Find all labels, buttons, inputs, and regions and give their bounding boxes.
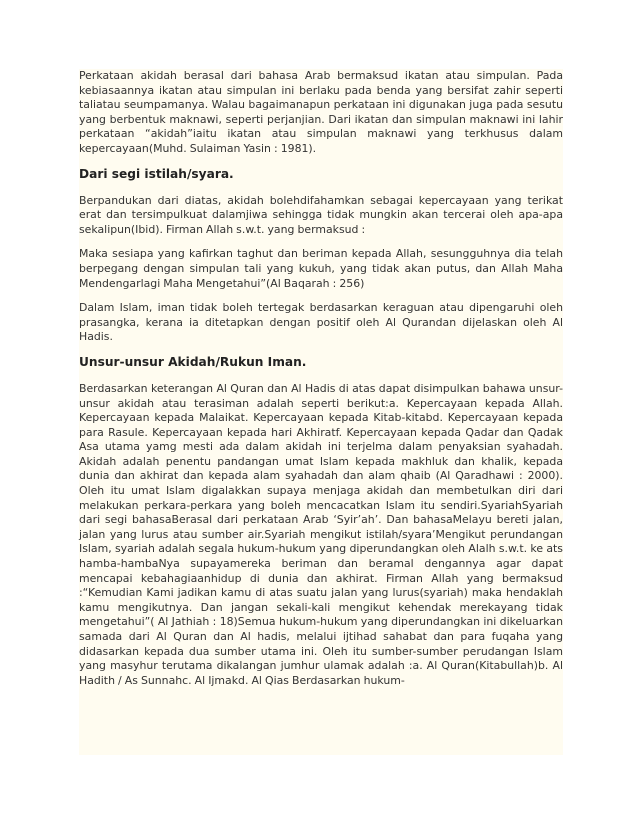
paragraph-akidah-definition: Perkataan akidah berasal dari bahasa Arab bermaksud ikatan atau simpulan. Pada kebiasaannya ikatan atau simpulan ini berlaku pada benda yang bersifat zahir seperti taliatau seumpamanya. Walau bagaimanapun perkataan ini digunakan juga pada sesutu yang berbentuk maknawi, seperti perjanjian. Dari ikatan dan simpulan maknawi ini lahir perkataan “akidah”iaitu ikatan atau simpulan maknawi yang terkhusus dalam kepercayaan(Muhd. Sulaiman Yasin : 1981). bbox=[79, 69, 563, 155]
heading-rukun-iman: Unsur-unsur Akidah/Rukun Iman. bbox=[79, 354, 307, 369]
paragraph-unsur-akidah: Berdasarkan keterangan Al Quran dan Al Hadis di atas dapat disimpulkan bahawa unsur-unsur akidah atau terasiman adalah seperti berikut:a. Kepercayaan kepada Allah. Kepercayaan kepada Malaikat. Kepercayaan kepada Kitab-kitabd. Kepercayaan kepada para Rasule. Kepercayaan kepada hari Akhiratf. Kepercayaan kepada Qadar dan Qadak Asa utama yamg mesti ada dalam akidah ini terjelma dalam penyaksian syahadah. Akidah adalah penentu pandangan umat Islam kepada makhluk dan khalik, kepada dunia dan akhirat dan kepada alam syahadah dan alam qhaib (Al Qaradhawi : 2000). Oleh itu umat Islam digalakkan supaya menjaga akidah dan membetulkan diri dari melakukan perkara-perkara yang boleh mencacatkan Islam itu sendiri.SyariahSyariah dari segi bahasaBerasal dari perkataan Arab ‘Syir’ah’. Dan bahasaMelayu bereti jalan, jalan yang lurus atau sumber air.Syariah mengikut istilah/syara’Mengikut perundangan Islam, syariah adalah segala hukum-hukum yang diperundangkan oleh Alalh s.w.t. ke ats hamba-hambaNya supayamereka beriman dan beramal dengannya agar dapat mencapai kebahagiaanhidup di dunia dan akhirat. Firman Allah yang bermaksud :“Kemudian Kami jadikan kamu di atas suatu jalan yang lurus(syariah) maka hendaklah kamu mengikutnya. Dan jangan sekali-kali mengikut kehendak merekayang tidak mengetahui”( Al Jathiah : 18)Semua hukum-hukum yang diperundangkan ini dikeluarkan samada dari Al Quran dan Al hadis, melalui ijtihad sahabat dan para fuqaha yang didasarkan kepada dua sumber utama ini. Oleh itu sumber-sumber perudangan Islam yang masyhur terutama dikalangan jumhur ulamak adalah :a. Al Quran(Kitabullah)b. Al Hadith / As Sunnahc. Al Ijmakd. Al Qias Berdasarkan hukum- bbox=[79, 381, 563, 687]
paragraph-iman: Dalam Islam, iman tidak boleh tertegak berdasarkan keraguan atau dipengaruhi oleh prasangka, kerana ia ditetapkan dengan positif oleh Al Qurandan dijelaskan oleh Al Hadis. bbox=[79, 301, 563, 344]
paragraph-istilah: Berpandukan dari diatas, akidah bolehdifahamkan sebagai kepercayaan yang terikat erat dan tersimpulkuat dalamjiwa sehingga tidak mungkin akan tercerai oleh apa-apa sekalipun(Ibid). Firman Allah s.w.t. yang bermaksud : bbox=[79, 193, 563, 236]
article-body bbox=[79, 69, 563, 755]
heading-istilah: Dari segi istilah/syara. bbox=[79, 166, 234, 181]
paragraph-quran-verse: Maka sesiapa yang kafirkan taghut dan beriman kepada Allah, sesungguhnya dia telah berpegang dengan simpulan tali yang kukuh, yang tidak akan putus, dan Allah Maha Mendengarlagi Maha Mengetahui”(Al Baqarah : 256) bbox=[79, 247, 563, 290]
